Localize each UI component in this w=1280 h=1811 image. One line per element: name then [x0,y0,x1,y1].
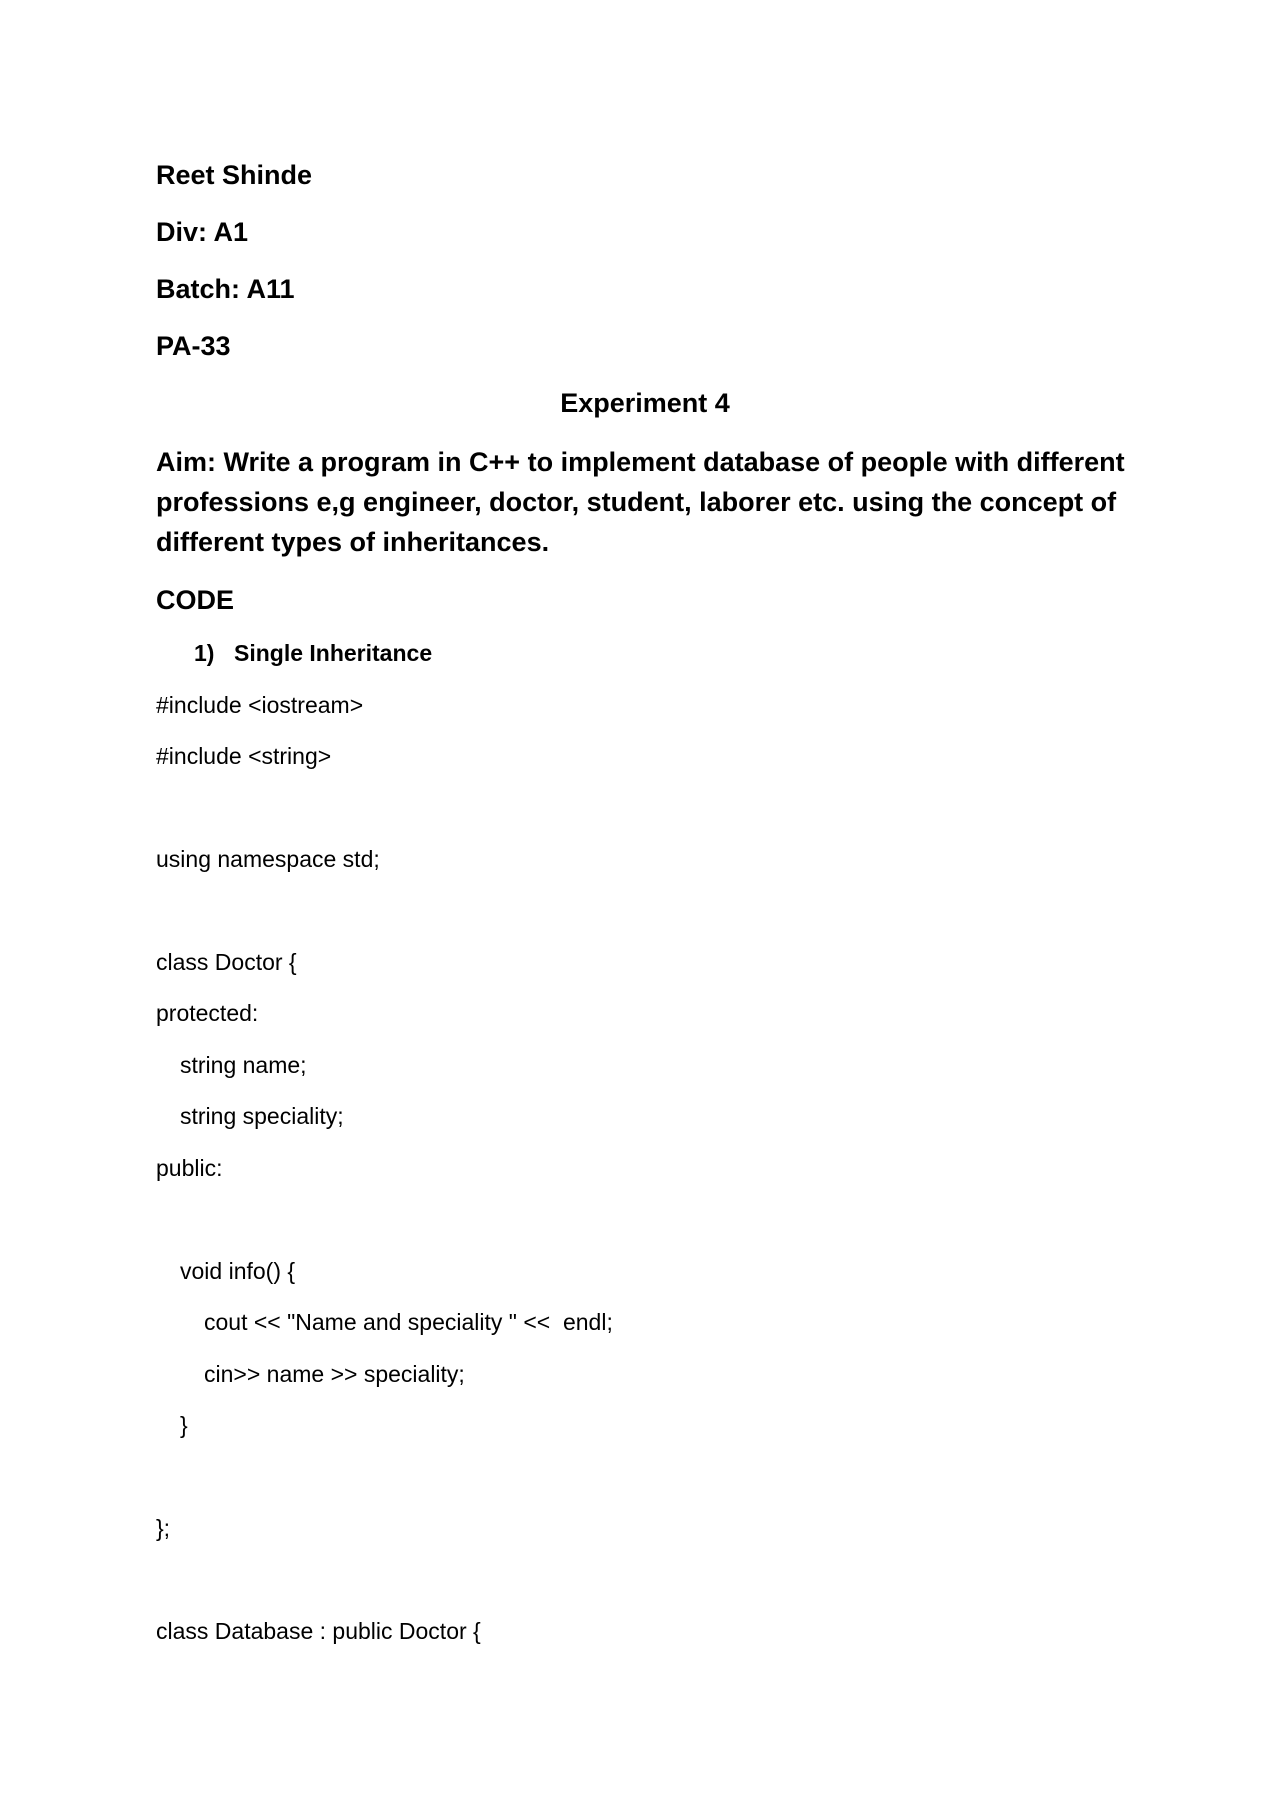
code-line: #include <iostream> [156,692,364,718]
code-line: }; [156,1515,171,1541]
code-line: } [180,1412,188,1438]
code-line: cin>> name >> speciality; [204,1361,465,1387]
code-line: void info() { [180,1258,296,1284]
subsection-heading [194,642,432,665]
code-line: string speciality; [180,1103,344,1129]
code-line: public: [156,1155,223,1181]
experiment-title: Experiment 4 [560,388,730,418]
division: Div: A1 [156,217,249,247]
subsection-number: 1) [194,640,215,666]
aim-paragraph [156,442,1156,562]
code-line: using namespace std; [156,846,380,872]
aim-line: different types of inheritances. [156,527,550,557]
code-line: protected: [156,1000,259,1026]
student-name: Reet Shinde [156,160,313,190]
code-line: class Doctor { [156,949,297,975]
batch: Batch: A11 [156,274,295,304]
code-line: cout << "Name and speciality " << endl; [204,1309,613,1335]
code-line: #include <string> [156,743,332,769]
code-heading: CODE [156,585,235,615]
aim-line: professions e,g engineer, doctor, student, laborer etc. using the concept of [156,487,1117,517]
subsection-label: Single Inheritance [234,640,433,666]
aim-line: Aim: Write a program in C++ to implement database of people with different [156,447,1125,477]
code-line: string name; [180,1052,307,1078]
roll-number: PA-33 [156,331,231,361]
code-line: class Database : public Doctor { [156,1618,481,1644]
